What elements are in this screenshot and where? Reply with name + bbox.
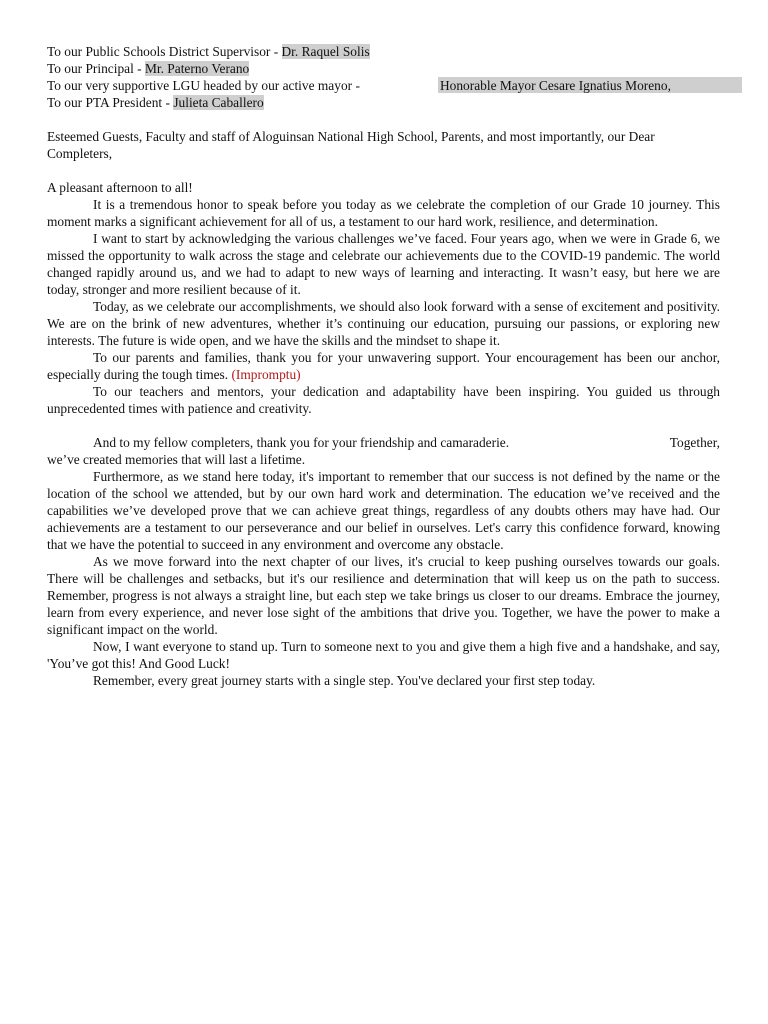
address-supervisor-prefix: To our Public Schools District Supervisor - (47, 44, 282, 59)
paragraph-forward: As we move forward into the next chapter of our lives, it's crucial to keep pushing ourselves towards our goals. There will be challenges and setbacks, but it's our resilience and determination that will keep us on the path to success. Remember, progress is not always a straight line, but each step we take brings us closer to our dreams. Embrace the journey, learn from every experience, and never lose sight of the ambitions that drive you. Together, we have the power to make a significant impact on the world. (47, 554, 720, 637)
address-lgu-name: Honorable Mayor Cesare Ignatius Moreno, (438, 77, 742, 93)
address-pta-name: Julieta Caballero (173, 95, 264, 110)
address-supervisor-name: Dr. Raquel Solis (281, 44, 370, 59)
paragraph-future: Today, as we celebrate our accomplishments, we should also look forward with a sense of excitement and positivity. We are on the brink of new adventures, whether it’s continuing our education, pursuing our passions, or exploring new interests. The future is wide open, and we have the skills and the mindset to shape it. (47, 299, 720, 348)
impromptu-note: (Impromptu) (231, 367, 301, 382)
paragraph-honor: It is a tremendous honor to speak before you today as we celebrate the completion of our Grade 10 journey. This moment marks a significant achievement for all of us, a testament to our hard work, resilience, and determination. (47, 197, 720, 229)
address-lgu-prefix: To our very supportive LGU headed by our active mayor - (47, 78, 360, 93)
address-lgu (47, 77, 720, 94)
paragraph-completers-line2: we’ve created memories that will last a lifetime. (47, 452, 306, 467)
address-principal-prefix: To our Principal - (47, 61, 145, 76)
address-pta-prefix: To our PTA President - (47, 95, 174, 110)
paragraph-closing: Remember, every great journey starts with a single step. You've declared your first step today. (93, 673, 596, 688)
address-principal (47, 60, 720, 77)
paragraph-challenges: I want to start by acknowledging the various challenges we’ve faced. Four years ago, when we were in Grade 6, we missed the opportunity to walk across the stage and celebrate our achievements due to the COVID-19 pandemic. The world changed rapidly around us, and we had to adapt to new ways of learning and interacting. It wasn’t easy, but here we are today, stronger and more resilient because of it. (47, 231, 720, 297)
paragraph-completers (47, 434, 720, 468)
address-pta (47, 94, 720, 111)
address-principal-name: Mr. Paterno Verano (144, 61, 250, 76)
speech-document (47, 43, 720, 689)
paragraph-success: Furthermore, as we stand here today, it's important to remember that our success is not defined by the name or the location of the school we attended, but by our own hard work and determination. The education we’ve received and the capabilities we’ve developed prove that we can achieve great things, regardless of any doubts others may have had. Our achievements are a testament to our perseverance and our belief in ourselves. Let's carry this confidence forward, knowing that we have the potential to succeed in any environment and overcome any obstacle. (47, 469, 720, 552)
address-supervisor (47, 43, 720, 60)
paragraph-completers-together: Together, (669, 435, 720, 450)
greeting: A pleasant afternoon to all! (47, 180, 193, 195)
paragraph-completers-line1 (47, 434, 720, 451)
paragraph-stand-up: Now, I want everyone to stand up. Turn to someone next to you and give them a high five and a handshake, and say, 'You’ve got this! And Good Luck! (47, 639, 720, 671)
salutation: Esteemed Guests, Faculty and staff of Aloguinsan National High School, Parents, and most importantly, our Dear Completers, (47, 129, 655, 161)
paragraph-parents-text: To our parents and families, thank you for your unwavering support. Your encouragement has been our anchor, especially during the tough times. (47, 350, 720, 382)
paragraph-teachers: To our teachers and mentors, your dedication and adaptability have been inspiring. You guided us through unprecedented times with patience and creativity. (47, 384, 720, 416)
paragraph-completers-text: And to my fellow completers, thank you for your friendship and camaraderie. (93, 435, 510, 450)
paragraph-parents (47, 349, 720, 383)
